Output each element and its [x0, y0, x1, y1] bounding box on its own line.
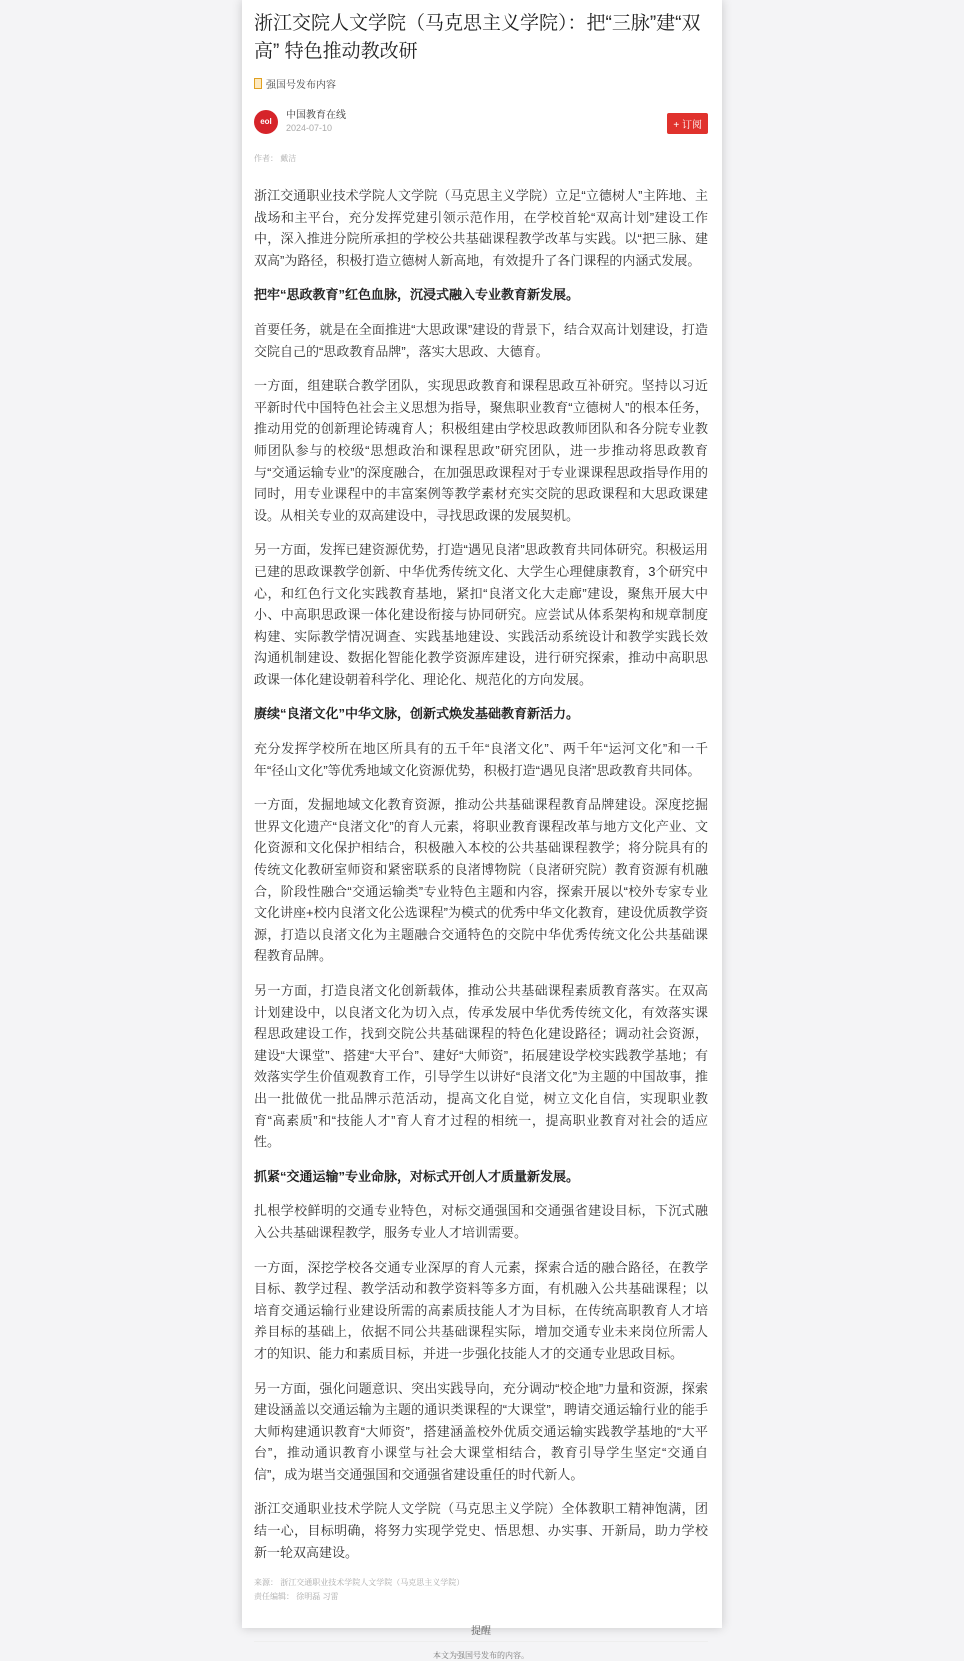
publisher-info — [286, 109, 346, 134]
article-paragraph: 另一方面，打造良渚文化创新载体，推动公共基础课程素质教育落实。在双高计划建设中，以良渚文化为切入点，传承发展中华优秀传统文化，有效落实课程思政建设工作，找到交院公共基础课程的特色化建设路径；调动社会资源，建设“大课堂”、搭建“大平台”、建好“大师资”，拓展建设学校实践教学基地；有效落实学生价值观教育工作，引导学生以讲好“良渚文化”为主题的中国故事，推出一批做优一批品牌示范活动，提高文化自觉，树立文化自信，实现职业教育“高素质”和“技能人才”育人育才过程的相统一，提高职业教育对社会的适应性。 — [254, 983, 708, 1150]
publisher-name[interactable]: 中国教育在线 — [286, 110, 346, 121]
article-paragraph: 浙江交通职业技术学院人文学院（马克思主义学院）全体教职工精神饱满，团结一心，目标明确，将努力实现学党史、悟思想、办实事、开新局，助力学校新一轮双高建设。 — [254, 1501, 708, 1560]
avatar-text: eol — [260, 117, 272, 126]
section-heading: 赓续“良渚文化”中华文脉，创新式焕发基础教育新活力。 — [254, 706, 580, 722]
tip-text: 本文为强国号发布的内容。 — [433, 1651, 529, 1661]
article-paragraph: 首要任务，就是在全面推进“大思政课”建设的背景下，结合双高计划建设，打造交院自己的“思政教育品牌”，落实大思政、大德育。 — [254, 321, 708, 359]
section-heading: 把牢“思政教育”红色血脉，沉浸式融入专业教育新发展。 — [254, 287, 580, 303]
article-body — [254, 185, 708, 1563]
article-title: 浙江交院人文学院（马克思主义学院）：把“三脉”建“双高” 特色推动教改研 — [254, 13, 701, 62]
source-line: 来源： 浙江交通职业技术学院人文学院（马克思主义学院） — [254, 1578, 465, 1588]
source-tag — [254, 76, 708, 91]
tip-title: 提醒 — [471, 1626, 491, 1638]
publisher-row — [254, 109, 708, 134]
avatar[interactable] — [254, 110, 278, 134]
subscribe-button[interactable]: + 订阅 — [667, 113, 708, 134]
section-heading: 抓紧“交通运输”专业命脉，对标式开创人才质量新发展。 — [254, 1168, 580, 1184]
author-line: 作者： 戴洁 — [254, 154, 297, 163]
publish-date: 2024-07-10 — [286, 123, 333, 133]
article-page — [242, 0, 722, 1661]
article-meta — [254, 1576, 708, 1604]
divider — [254, 1641, 708, 1642]
article-paragraph: 另一方面，发挥已建资源优势，打造“遇见良渚”思政教育共同体研究。积极运用已建的思政课教学创新、中华优秀传统文化、大学生心理健康教育，3个研究中心，和红色行文化实践教育基地，紧扣“良渚文化大走廊”建设，聚焦开展大中小、中高职思政课一体化建设衔接与协同研究。应尝试从体系架构和规章制度构建、实际教学情况调查、实践基地建设、实践活动系统设计和教学实践长效沟通机制建设、数据化智能化教学资源库建设，进行研究探索，推动中高职思政课一体化建设朝着科学化、理论化、规范化的方向发展。 — [254, 542, 708, 687]
article-paragraph: 一方面，发掘地域文化教育资源，推动公共基础课程教育品牌建设。深度挖掘世界文化遗产“良渚文化”的育人元素，将职业教育课程改革与地方文化产业、文化资源和文化保护相结合，积极融入本校的公共基础课程教学；将分院具有的传统文化教研室师资和紧密联系的良渚博物院（良渚研究院）教育资源有机融合，阶段性融合“交通运输类”专业特色主题和内容，探索开展以“校外专家专业文化讲座+校内良渚文化公选课程”为模式的优秀中华文化教育，建设优质教学资源，打造以良渚文化为主题融合交通特色的交院中华优秀传统文化公共基础课程教育品牌。 — [254, 797, 708, 964]
editor-line: 责任编辑： 徐明磊 习雷 — [254, 1592, 339, 1602]
article-paragraph: 充分发挥学校所在地区所具有的五千年“良渚文化”、两千年“运河文化”和一千年“径山文化”等优秀地域文化资源优势，积极打造“遇见良渚”思政教育共同体。 — [254, 741, 708, 778]
article-paragraph: 浙江交通职业技术学院人文学院（马克思主义学院）立足“立德树人”主阵地、主战场和主平台，充分发挥党建引领示范作用，在学校首轮“双高计划”建设工作中，深入推进分院所承担的学校公共基础课程教学改革与实践。以“把三脉、建双高”为路径，积极打造立德树人新高地，有效提升了各门课程的内涵式发展。 — [254, 188, 708, 268]
article-paragraph: 一方面，组建联合教学团队，实现思政教育和课程思政互补研究。坚持以习近平新时代中国特色社会主义思想为指导，聚焦职业教育“立德树人”的根本任务，推动用党的创新理论铸魂育人；积极组建由学校思政教师团队和各分院专业教师团队参与的校级“思想政治和课程思政”研究团队，进一步推动将思政教育与“交通运输专业”的深度融合，在加强思政课程对于专业课课程思政指导作用的同时，用专业课程中的丰富案例等教学素材充实交院的思政课程和大思政课建设。从相关专业的双高建设中，寻找思政课的发展契机。 — [254, 378, 708, 523]
document-icon — [254, 78, 262, 89]
article-paragraph: 另一方面，强化问题意识、突出实践导向，充分调动“校企地”力量和资源，探索建设涵盖以交通运输为主题的通识类课程的“大课堂”，聘请交通运输行业的能手大师构建通识教育“大师资”，搭建涵盖校外优质交通运输实践教学基地的“大平台”，推动通识教育小课堂与社会大课堂相结合，教育引导学生坚定“交通自信”，成为堪当交通强国和交通强省建设重任的时代新人。 — [254, 1380, 708, 1482]
source-tag-label: 强国号发布内容 — [266, 80, 336, 91]
article-paragraph: 一方面，深挖学校各交通专业深厚的育人元素，探索合适的融合路径，在教学目标、教学过程、教学活动和教学资料等多方面，有机融入公共基础课程；以培育交通运输行业建设所需的高素质技能人才为目标，在传统高职教育人才培养目标的基础上，依据不同公共基础课程实际，增加交通专业未来岗位所需人才的知识、能力和素质目标，并进一步强化技能人才的交通专业思政目标。 — [254, 1259, 708, 1361]
article-paragraph: 扎根学校鲜明的交通专业特色，对标交通强国和交通强省建设目标，下沉式融入公共基础课程教学，服务专业人才培训需要。 — [254, 1203, 708, 1240]
